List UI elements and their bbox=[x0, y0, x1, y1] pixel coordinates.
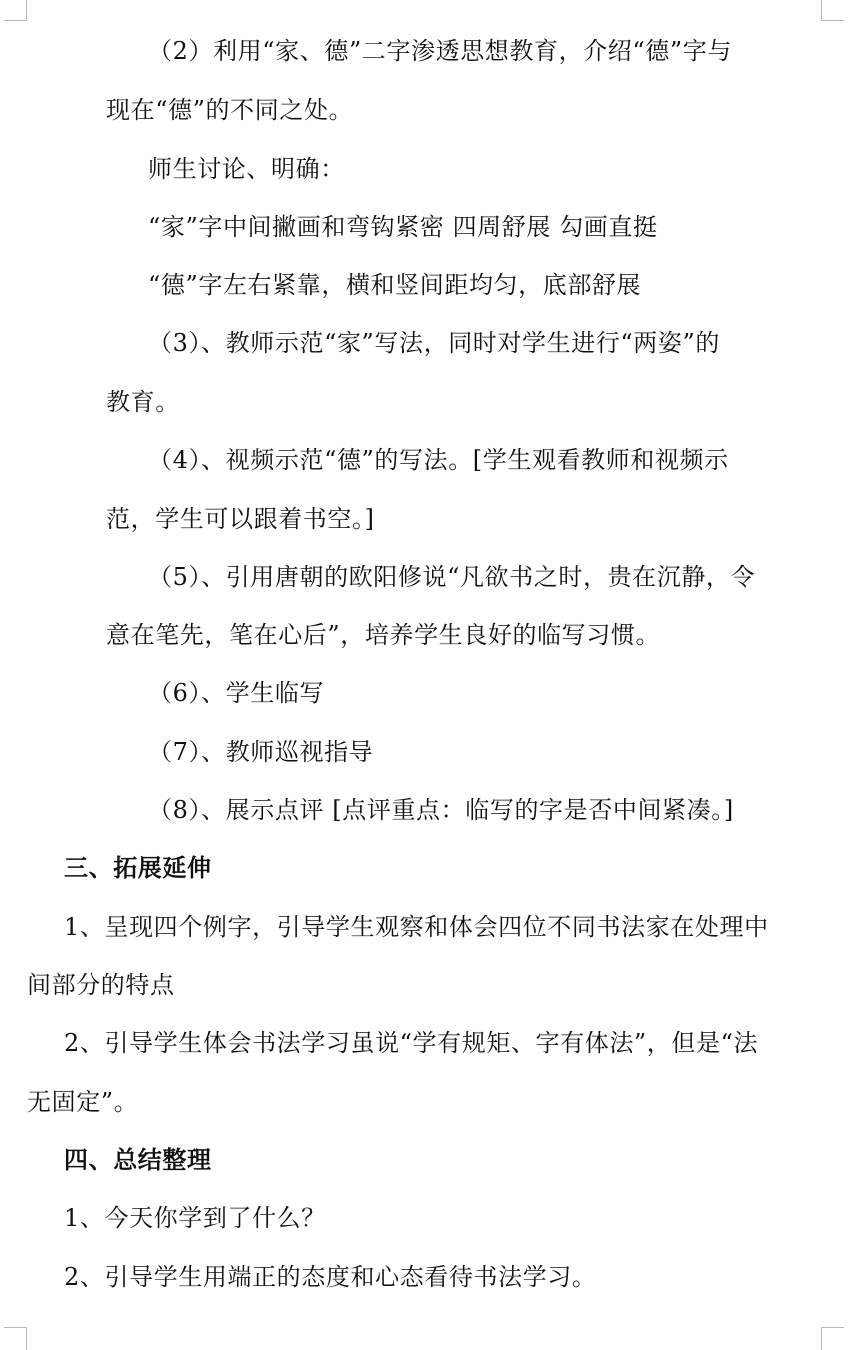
paragraph-line: （5）、引用唐朝的欧阳修说“凡欲书之时，贵在沉静，令 bbox=[148, 563, 756, 591]
paragraph-line: 无固定”。 bbox=[27, 1088, 139, 1116]
paragraph-line: 2、引导学生体会书法学习虽说“学有规矩、字有体法”，但是“法 bbox=[64, 1029, 759, 1057]
paragraph-line: 范，学生可以跟着书空。] bbox=[106, 505, 375, 533]
paragraph-line: 教育。 bbox=[106, 388, 180, 416]
paragraph-line: （6）、学生临写 bbox=[148, 679, 325, 707]
section-heading: 三、拓展延伸 bbox=[64, 853, 212, 882]
paragraph-line: （8）、展示点评 [点评重点：临写的字是否中间紧凑。] bbox=[148, 796, 734, 824]
crop-mark-bottom-right bbox=[821, 1327, 844, 1350]
paragraph-line: 2、引导学生用端正的态度和心态看待书法学习。 bbox=[64, 1263, 597, 1291]
paragraph-line: （3）、教师示范“家”写法，同时对学生进行“两姿”的 bbox=[148, 329, 720, 357]
paragraph-line: 1、呈现四个例字，引导学生观察和体会四位不同书法家在处理中 bbox=[64, 913, 769, 941]
crop-mark-bottom-left bbox=[4, 1327, 27, 1350]
paragraph-line: “家”字中间撇画和弯钩紧密 四周舒展 勾画直挺 bbox=[148, 213, 658, 241]
paragraph-line: 意在笔先，笔在心后”，培养学生良好的临写习惯。 bbox=[106, 621, 661, 649]
paragraph-line: （2）利用“家、德”二字渗透思想教育，介绍“德”字与 bbox=[148, 37, 732, 65]
crop-mark-top-left bbox=[4, 0, 27, 21]
paragraph-line: 师生讨论、明确： bbox=[148, 155, 345, 183]
paragraph-line: （4）、视频示范“德”的写法。[学生观看教师和视频示 bbox=[148, 446, 729, 474]
paragraph-line: 1、今天你学到了什么？ bbox=[64, 1204, 326, 1232]
crop-mark-top-right bbox=[821, 0, 844, 21]
paragraph-line: 间部分的特点 bbox=[27, 971, 175, 999]
paragraph-line: （7）、教师巡视指导 bbox=[148, 738, 374, 766]
paragraph-line: 现在“德”的不同之处。 bbox=[106, 96, 354, 124]
paragraph-line: “德”字左右紧靠，横和竖间距均匀，底部舒展 bbox=[148, 271, 642, 299]
section-heading: 四、总结整理 bbox=[64, 1145, 212, 1174]
